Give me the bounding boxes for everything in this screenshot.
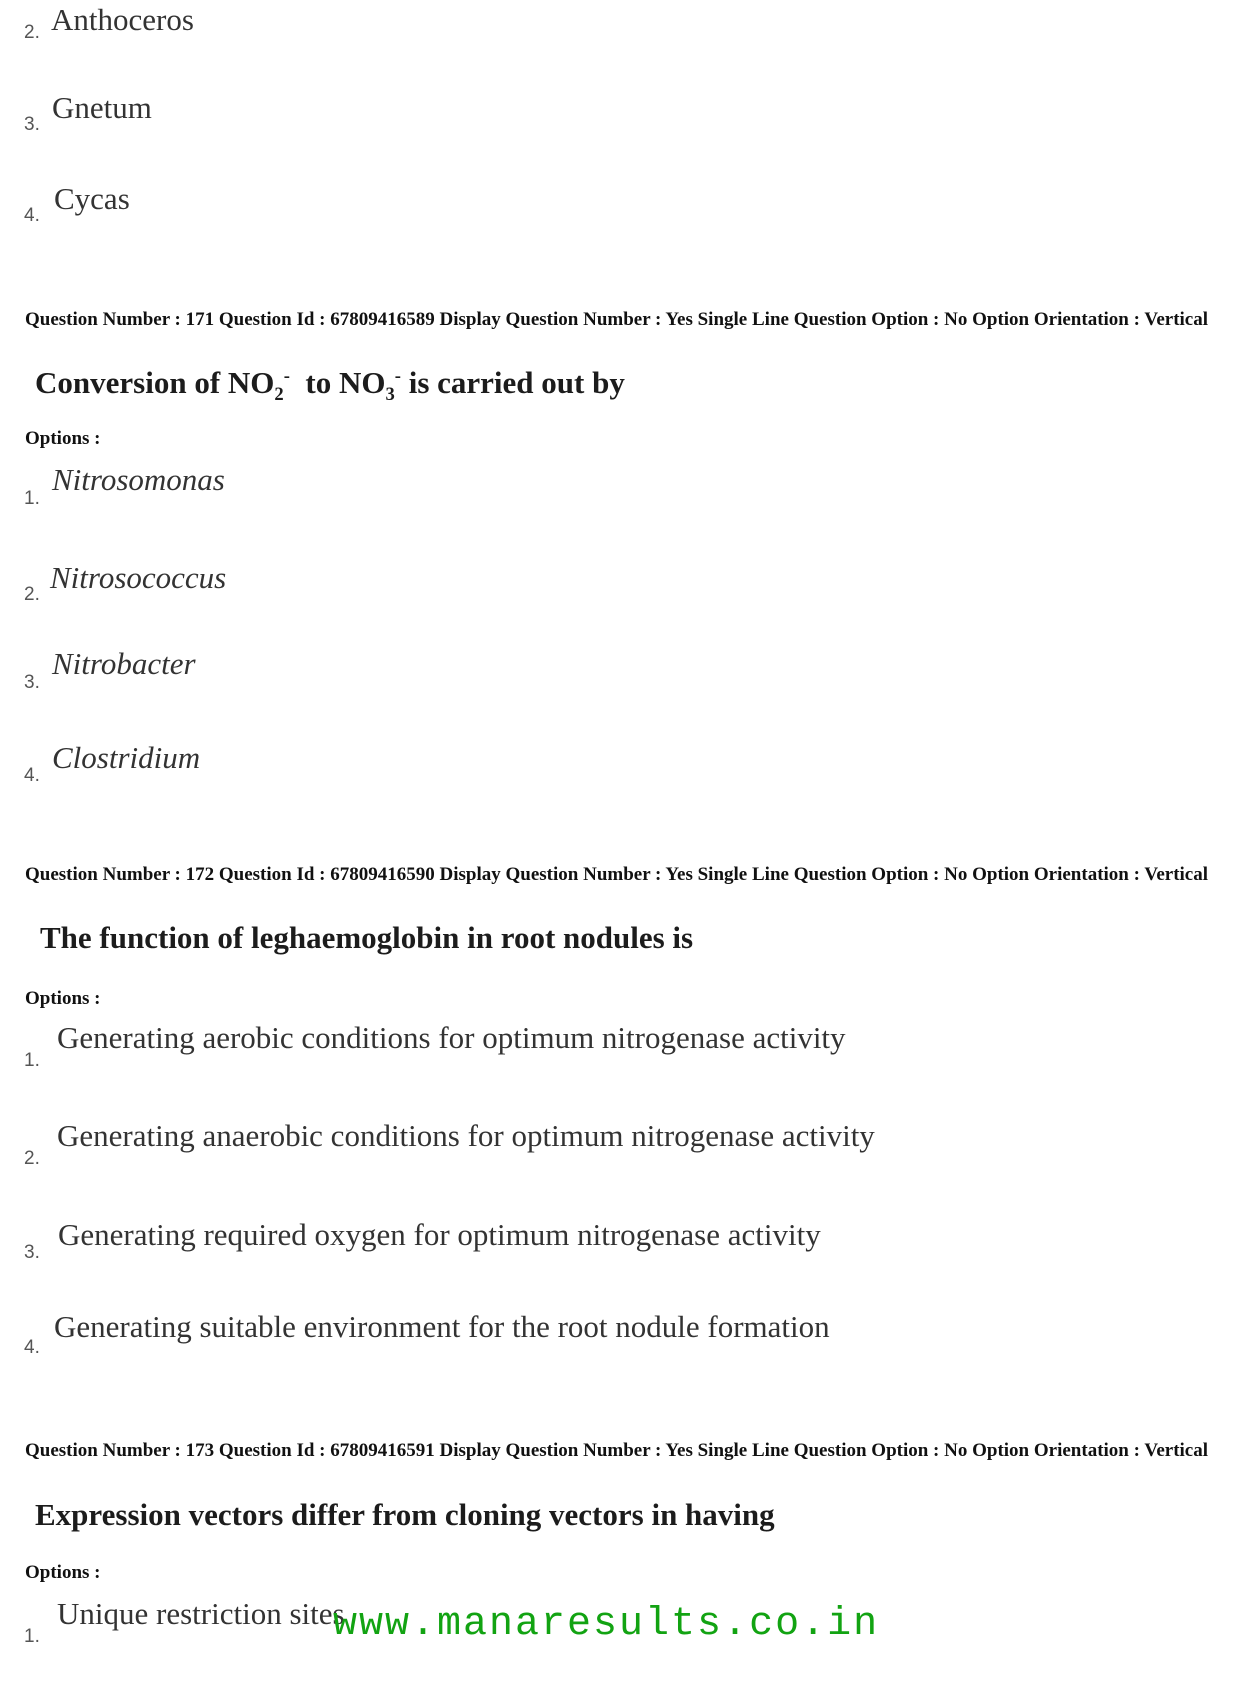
option-text: Unique restriction sites: [57, 1596, 345, 1631]
option-text: Nitrosomonas: [52, 462, 225, 497]
option-text: Nitrobacter: [52, 646, 196, 681]
option-text: Gnetum: [52, 90, 152, 125]
option-text: Generating aerobic conditions for optimum nitrogenase activity: [57, 1020, 846, 1055]
option-text: Nitrosococcus: [50, 560, 227, 595]
option-number: 4.: [24, 765, 40, 786]
watermark-link[interactable]: www.manaresults.co.in: [333, 1602, 880, 1647]
option-text: Anthoceros: [51, 2, 194, 37]
question-text: Conversion of $NO_2^-$ to $NO_3^-$ is carried out by: [35, 365, 625, 406]
question-meta: Question Number : 171 Question Id : 67809416589 Display Question Number : Yes Single Line Question Option : No Option Orientation : Vertical: [25, 309, 1209, 330]
option-number: 1.: [24, 1626, 40, 1647]
option-text: Generating required oxygen for optimum nitrogenase activity: [58, 1217, 821, 1252]
option-text: Clostridium: [52, 740, 201, 775]
option-number: 3.: [24, 1242, 40, 1263]
question-text: The function of leghaemoglobin in root nodules is: [40, 920, 694, 955]
option-text: Cycas: [54, 181, 130, 216]
options-label: Options :: [25, 1562, 101, 1583]
option-number: 2.: [24, 1148, 40, 1169]
option-number: 1.: [24, 1050, 40, 1071]
option-text: Generating anaerobic conditions for optimum nitrogenase activity: [57, 1118, 875, 1153]
option-text: Generating suitable environment for the root nodule formation: [54, 1309, 830, 1344]
option-number: 4.: [24, 205, 40, 226]
question-text: Expression vectors differ from cloning vectors in having: [35, 1497, 775, 1532]
options-label: Options :: [25, 428, 101, 449]
option-number: 3.: [24, 114, 40, 135]
question-meta: Question Number : 172 Question Id : 67809416590 Display Question Number : Yes Single Line Question Option : No Option Orientation : Vertical: [25, 864, 1209, 885]
question-meta: Question Number : 173 Question Id : 67809416591 Display Question Number : Yes Single Line Question Option : No Option Orientation : Vertical: [25, 1440, 1209, 1461]
option-number: 4.: [24, 1337, 40, 1358]
option-number: 1.: [24, 488, 40, 509]
option-number: 2.: [24, 22, 40, 43]
option-number: 2.: [24, 584, 40, 605]
option-number: 3.: [24, 672, 40, 693]
options-label: Options :: [25, 988, 101, 1009]
